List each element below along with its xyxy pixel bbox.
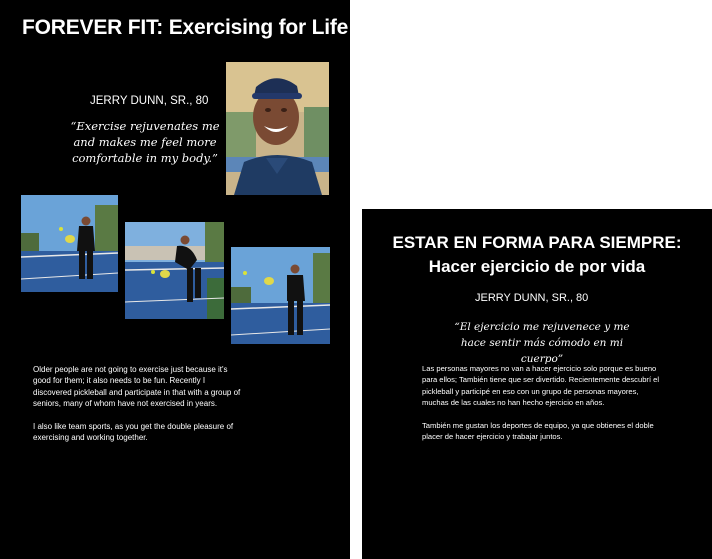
spanish-person-name: JERRY DUNN, SR., 80	[475, 292, 589, 304]
english-paragraph-2: I also like team sports, as you get the double pleasure of exercising and working together.	[33, 422, 234, 443]
english-quote: “Exercise rejuvenates me and makes me feel more comfortable in my body.”	[70, 119, 220, 165]
spanish-panel	[362, 209, 712, 559]
spanish-title-line-2: Hacer ejercicio de por vida	[428, 257, 646, 276]
pickleball-photo-2	[125, 222, 224, 319]
portrait-photo	[226, 62, 329, 195]
english-title: FOREVER FIT: Exercising for Life	[22, 16, 349, 39]
spanish-quote: “El ejercicio me rejuvenece y me hace sentir más cómodo en mi cuerpo”	[454, 321, 630, 365]
spanish-body	[422, 363, 667, 454]
spanish-title	[362, 231, 712, 279]
english-body	[33, 364, 243, 455]
english-person-name: JERRY DUNN, SR., 80	[90, 95, 209, 107]
spanish-paragraph-2: También me gustan los deportes de equipo, ya que obtienes el doble placer de hacer ejercicio y trabajar juntos.	[422, 421, 654, 442]
spanish-paragraph-1: Las personas mayores no van a hacer ejercicio solo porque es bueno para ellos; También tiene que ser divertido. Recientemente descubrí el pickleball y participé en eso con un grupo de personas mayores, muchas de las cuales no han hecho ejercicio en años.	[422, 364, 660, 408]
spanish-title-line-1: ESTAR EN FORMA PARA SIEMPRE:	[392, 233, 682, 252]
english-paragraph-1: Older people are not going to exercise just because it's good for them; it also needs to be fun. Recently I discovered pickleball and participate in that with a group of seniors, many of whom have not exercised in years.	[33, 365, 241, 409]
english-panel	[0, 0, 350, 559]
pickleball-photo-3	[231, 247, 330, 344]
pickleball-photo-1	[21, 195, 118, 292]
